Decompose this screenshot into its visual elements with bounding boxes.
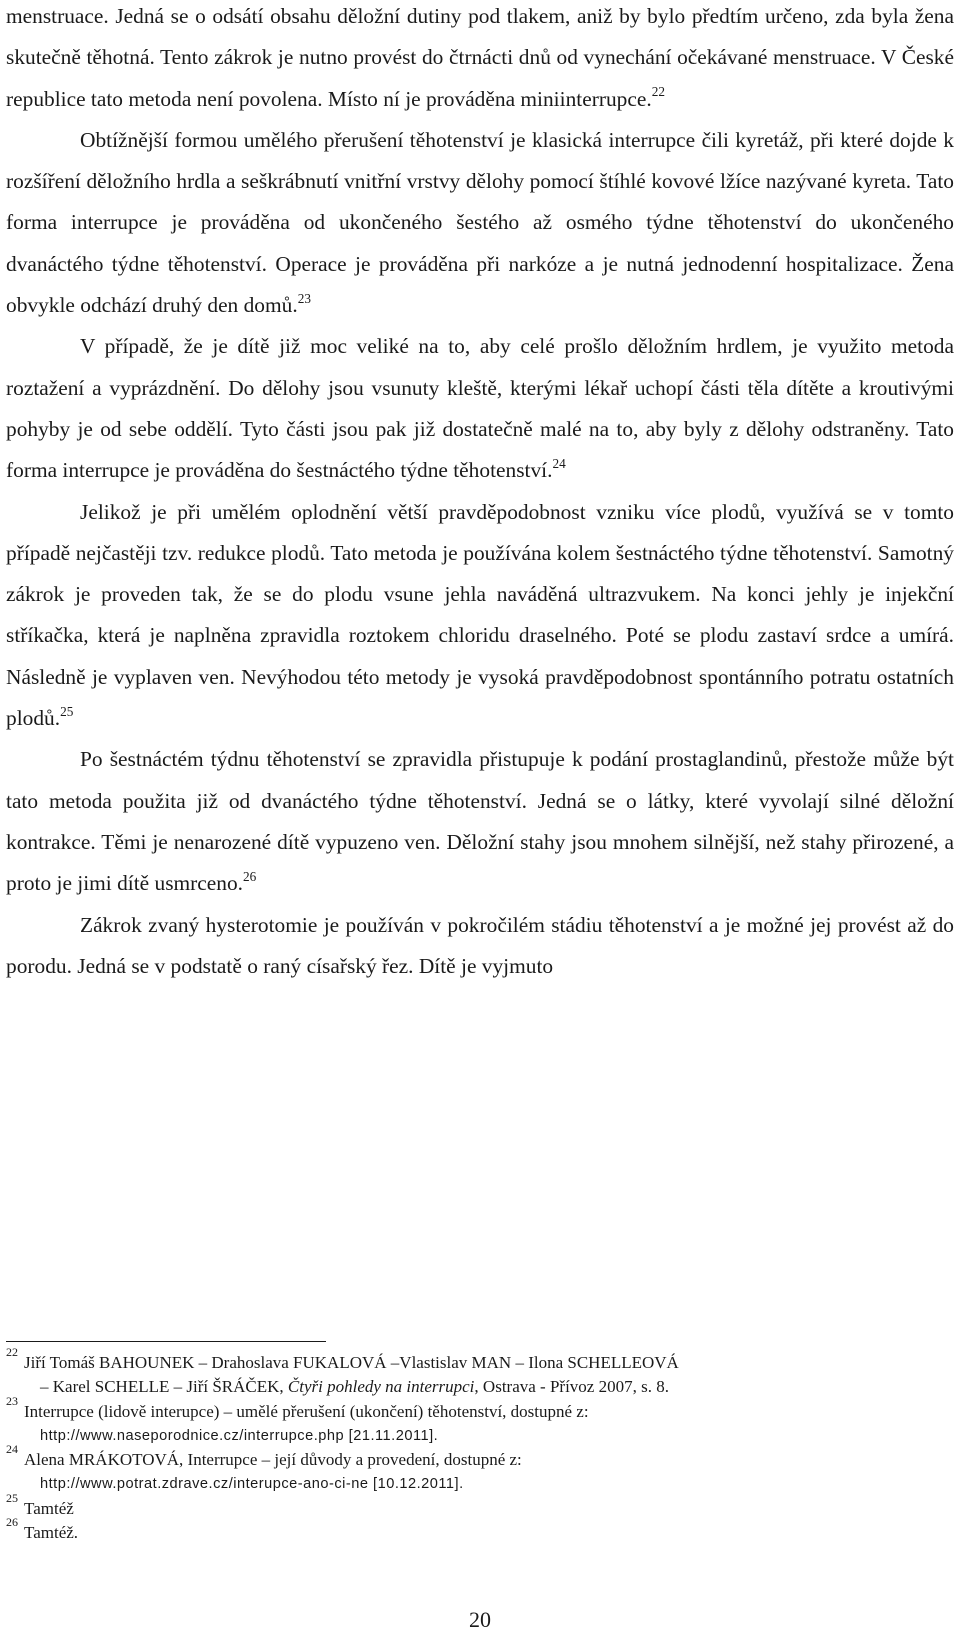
footnote-23 xyxy=(6,1393,954,1449)
footnote-text: Jiří Tomáš BAHOUNEK – Drahoslava FUKALOVÁ –Vlastislav MAN – Ilona SCHELLEOVÁ xyxy=(24,1353,679,1372)
paragraph-text: Zákrok zvaný hysterotomie je používán v pokročilém stádiu těhotenství a je možné jej provést až do porodu. Jedná se v podstatě o raný císařský řez. Dítě je vyjmuto xyxy=(6,912,954,978)
paragraph-text: Po šestnáctém týdnu těhotenství se zpravidla přistupuje k podání prostaglandinů, přestože může být tato metoda použita již od dvanáctého týdne těhotenství. Jedná se o látky, které vyvolají silné děložní kontrakce. Těmi je nenarozené dítě vypuzeno ven. Děložní stahy jsou mnohem silnější, než stahy přirozené, a proto je jimi dítě usmrceno. xyxy=(6,747,954,896)
footnote-26 xyxy=(6,1515,954,1545)
footnote-ref-22: 22 xyxy=(651,84,665,100)
footnote-url[interactable]: http://www.naseporodnice.cz/interrupce.php [21.11.2011]. xyxy=(40,1427,439,1444)
footnote-ref-25: 25 xyxy=(60,703,74,719)
footnote-number: 22 xyxy=(6,1345,18,1359)
footnote-text: Interrupce (lidově interupce) – umělé přerušení (ukončení) těhotenství, dostupné z: xyxy=(24,1401,589,1421)
paragraph-3 xyxy=(6,326,954,491)
paragraph-text: Obtížnější formou umělého přerušení těhotenství je klasická interrupce čili kyretáž, při které dojde k rozšíření děložního hrdla a seškrábnutí vnitřní vrstvy dělohy pomocí štíhlé kovové lžíce nazývané kyreta. Tato forma interrupce je prováděna od ukončeného šestého až osmého týdne těhotenství do ukončeného dvanáctého týdne těhotenství. Operace je prováděna při narkóze a je nutná jednodenní hospitalizace. Žena obvykle odchází druhý den domů. xyxy=(6,127,954,318)
paragraph-2 xyxy=(6,120,954,326)
paragraph-text: Jelikož je při umělém oplodnění větší pravděpodobnost vzniku více plodů, využívá se v tomto případě nejčastěji tzv. redukce plodů. Tato metoda je používána kolem šestnáctého týdne těhotenství. Samotný zákrok je proveden tak, že se do plodu vsune jehla naváděná ultrazvukem. Na konci jehly je injekční stříkačka, která je naplněna zpravidla roztokem chloridu draselného. Poté se plodu zastaví srdce a umírá. Následně je vyplaven ven. Nevýhodou této metody je vysoká pravděpodobnost spontánního potratu ostatních plodů. xyxy=(6,499,954,731)
paragraph-6 xyxy=(6,905,954,988)
footnote-25 xyxy=(6,1490,954,1521)
footnote-number: 25 xyxy=(6,1490,18,1505)
footnote-text: Tamtéž xyxy=(24,1498,74,1518)
footnote-text: Tamtéž. xyxy=(24,1523,79,1543)
paragraph-text: menstruace. Jedná se o odsátí obsahu děložní dutiny pod tlakem, aniž by bylo předtím určeno, zda byla žena skutečně těhotná. Tento zákrok je nutno provést do čtrnácti dnů od vynechání očekávané menstruace. V České republice tato metoda není povolena. Místo ní je prováděna miniinterrupce. xyxy=(6,4,954,111)
footnote-ref-23: 23 xyxy=(297,290,311,306)
footnote-separator xyxy=(6,1341,326,1342)
body-text xyxy=(6,0,954,987)
paragraph-text: V případě, že je dítě již moc veliké na to, aby celé prošlo děložním hrdlem, je využito metoda roztažení a vyprázdnění. Do dělohy jsou vsunuty kleště, kterými lékař uchopí části těla dítěte a kroutivými pohyby je od sebe oddělí. Tyto části jsou pak již dostatečně malé na to, aby byly z dělohy odstraněny. Tato forma interrupce je prováděna do šestnáctého týdne těhotenství. xyxy=(6,334,954,483)
footnote-number: 24 xyxy=(6,1442,18,1457)
footnote-number: 23 xyxy=(6,1393,18,1408)
paragraph-1 xyxy=(6,0,954,120)
paragraph-4 xyxy=(6,492,954,740)
footnotes xyxy=(6,1345,954,1545)
footnote-number: 26 xyxy=(6,1515,18,1530)
footnote-24 xyxy=(6,1442,954,1497)
footnote-22 xyxy=(6,1345,954,1400)
page-number: 20 xyxy=(469,1607,491,1632)
footnote-ref-26: 26 xyxy=(243,868,257,884)
footnote-ref-24: 24 xyxy=(552,455,566,471)
footnote-text: Alena MRÁKOTOVÁ, Interrupce – její důvody a provedení, dostupné z: xyxy=(24,1450,522,1470)
paragraph-5 xyxy=(6,739,954,904)
footnote-publication: , Ostrava - Přívoz 2007, s. 8. xyxy=(474,1377,669,1397)
footnote-continuation xyxy=(24,1375,954,1399)
footnote-book-title: Čtyři pohledy na interrupci xyxy=(287,1377,475,1397)
footnote-url[interactable]: http://www.potrat.zdrave.cz/interupce-ano-ci-ne [10.12.2011]. xyxy=(40,1476,464,1493)
footnote-authors: – Karel SCHELLE – Jiří ŠRÁČEK, xyxy=(40,1377,288,1397)
